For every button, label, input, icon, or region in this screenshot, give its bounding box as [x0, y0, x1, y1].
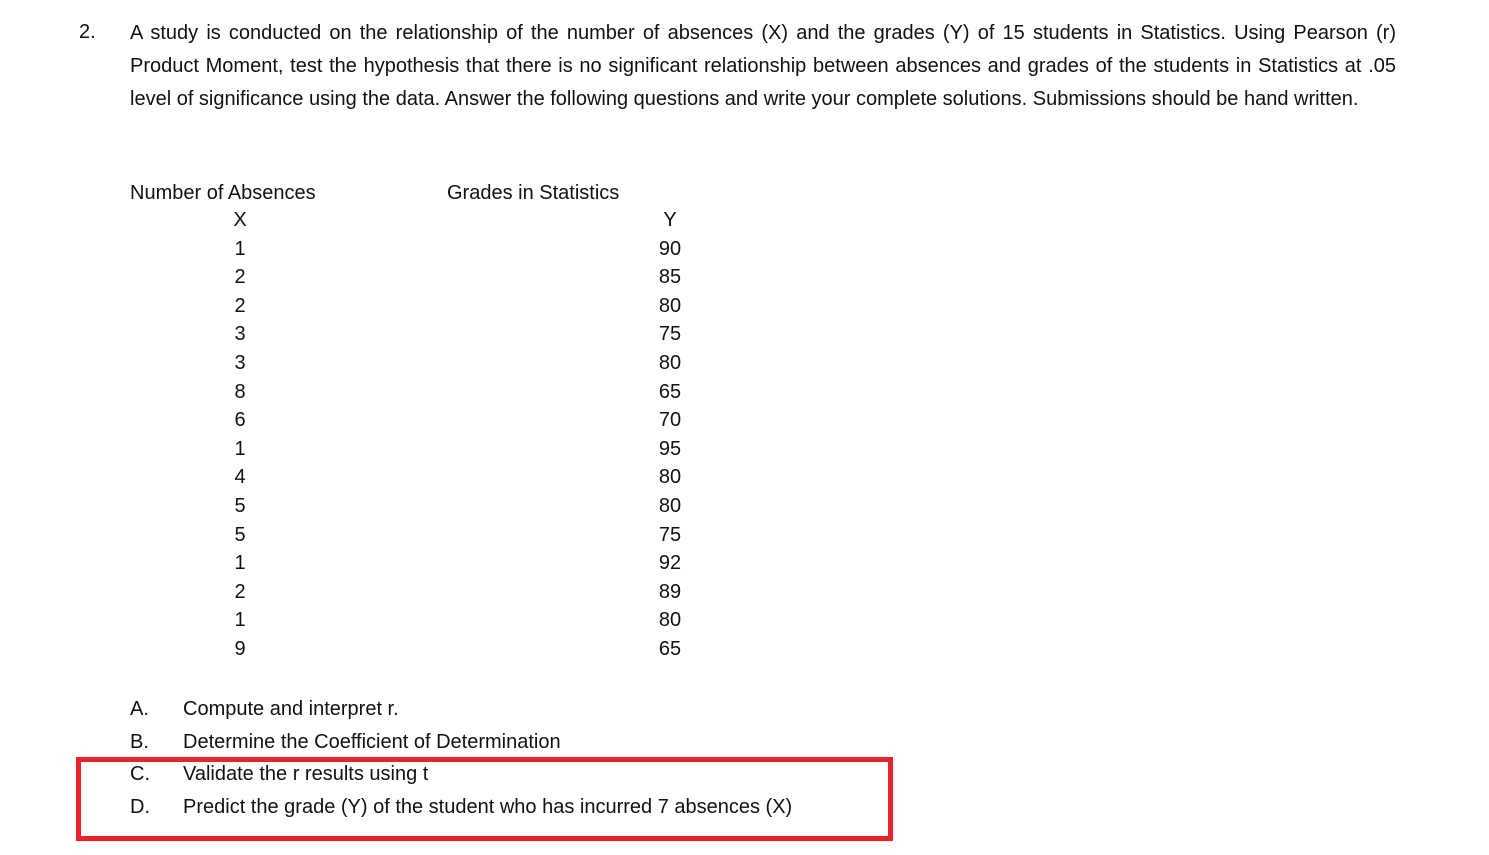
absences-value: 2: [234, 266, 246, 289]
absences-value: 3: [234, 351, 246, 374]
grade-value: 80: [658, 609, 682, 632]
absences-value: 4: [234, 466, 246, 489]
question-number: 2.: [79, 21, 96, 43]
absences-value: 1: [234, 437, 246, 460]
grade-value: 89: [658, 580, 682, 603]
absences-value: 2: [234, 294, 246, 317]
highlight-box: [76, 757, 893, 841]
question-text: A study is conducted on the relationship of the number of absences (X) and the grades (Y) of 15 students in Statistics. Using Pearson (r) Product Moment, test the hypothesis that there is no significant relationship between absences and grades of the students in Statistics at .05 level of significance using the data. Answer the following questions and write your complete solutions. Submissions should be hand written.: [130, 22, 1396, 110]
absences-value: 9: [234, 637, 246, 660]
grade-value: 75: [658, 323, 682, 346]
task-text: Validate the r results using t: [183, 763, 429, 786]
absences-value: 6: [234, 409, 246, 432]
grade-value: 80: [658, 466, 682, 489]
absences-value: 1: [234, 237, 246, 260]
absences-value: 8: [234, 380, 246, 403]
task-letter: C.: [130, 763, 150, 786]
absences-symbol: X: [233, 209, 247, 231]
grade-value: 80: [658, 294, 682, 317]
grade-value: 65: [658, 380, 682, 403]
grade-value: 80: [658, 494, 682, 517]
grade-value: 75: [658, 523, 682, 546]
task-letter: B.: [130, 730, 149, 753]
absences-value: 1: [234, 552, 246, 575]
grades-column: [648, 206, 692, 664]
task-letter: A.: [130, 698, 149, 720]
task-letter: D.: [130, 796, 150, 819]
grade-value: 80: [658, 351, 682, 374]
grades-column-header: Grades in Statistics: [447, 182, 620, 204]
grade-value: 95: [658, 437, 682, 460]
absences-column-header: Number of Absences: [130, 182, 316, 204]
grade-value: 90: [658, 237, 682, 260]
absences-value: 5: [234, 494, 246, 517]
absences-value: 2: [234, 580, 246, 603]
grade-value: 92: [658, 552, 682, 575]
task-text: Determine the Coefficient of Determination: [183, 730, 561, 753]
absences-column: [220, 206, 260, 664]
absences-value: 5: [234, 523, 246, 546]
absences-value: 1: [234, 609, 246, 632]
grade-value: 85: [658, 266, 682, 289]
absences-value: 3: [234, 323, 246, 346]
task-text: Compute and interpret r.: [183, 698, 399, 720]
grade-value: 70: [658, 409, 682, 432]
grades-symbol: Y: [663, 209, 677, 231]
grade-value: 65: [658, 637, 682, 660]
task-text: Predict the grade (Y) of the student who has incurred 7 absences (X): [183, 796, 793, 819]
